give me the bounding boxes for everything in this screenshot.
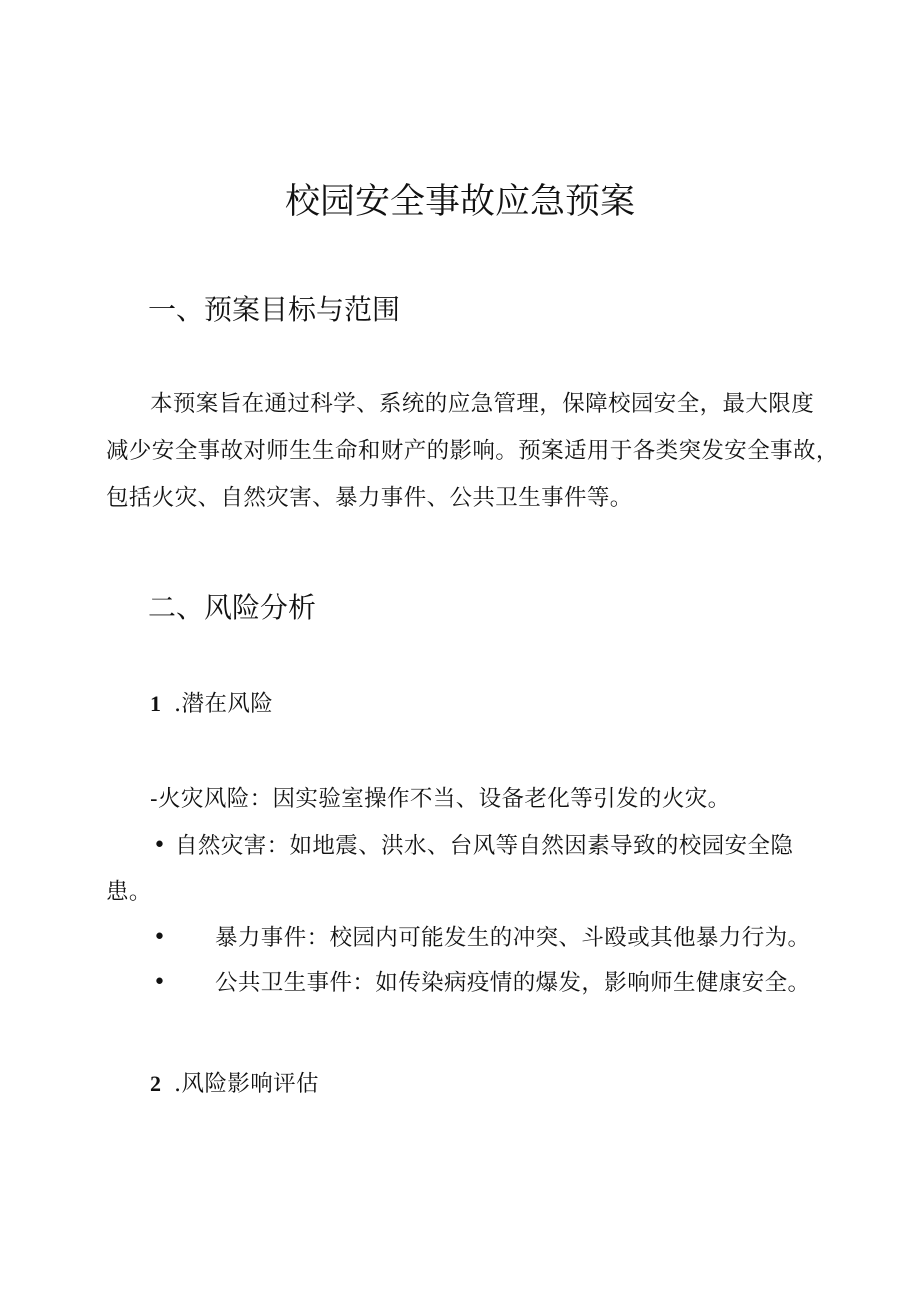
- list-item-fire-risk: [150, 783, 731, 815]
- bullet-marker: •: [153, 833, 166, 858]
- dash-marker: -: [150, 786, 159, 812]
- list-item-natural-disasters-continued: 患。: [106, 879, 152, 905]
- list-item-violent-incidents: 暴力事件：校园内可能发生的冲突、斗殴或其他暴力行为。: [215, 925, 811, 951]
- subsection-title-potential-risks: .潜在风险: [174, 691, 274, 717]
- list-item-public-health: 公共卫生事件：如传染病疫情的爆发，影响师生健康安全。: [215, 970, 811, 996]
- paragraph-line-3: 包括火灾、自然灾害、暴力事件、公共卫生事件等。: [106, 485, 633, 511]
- bullet-marker: •: [153, 970, 166, 995]
- paragraph-line-1: 本预案旨在通过科学、系统的应急管理，保障校园安全，最大限度: [150, 391, 815, 417]
- paragraph-line-2: 减少安全事故对师生生命和财产的影响。预案适用于各类突发安全事故，: [106, 438, 839, 464]
- section-heading-goals-scope: 一、预案目标与范围: [148, 293, 401, 326]
- list-item-text: 火灾风险：因实验室操作不当、设备老化等引发的火灾。: [158, 786, 731, 812]
- subsection-title-impact-assessment: .风险影响评估: [174, 1071, 319, 1097]
- bullet-marker: •: [153, 925, 166, 950]
- subsection-number-2: 2: [150, 1071, 161, 1096]
- document-title: 校园安全事故应急预案: [284, 182, 635, 222]
- section-heading-risk-analysis: 二、风险分析: [148, 591, 317, 624]
- subsection-number-1: 1: [150, 691, 161, 716]
- list-item-natural-disasters: 自然灾害：如地震、洪水、台风等自然因素导致的校园安全隐: [175, 833, 794, 859]
